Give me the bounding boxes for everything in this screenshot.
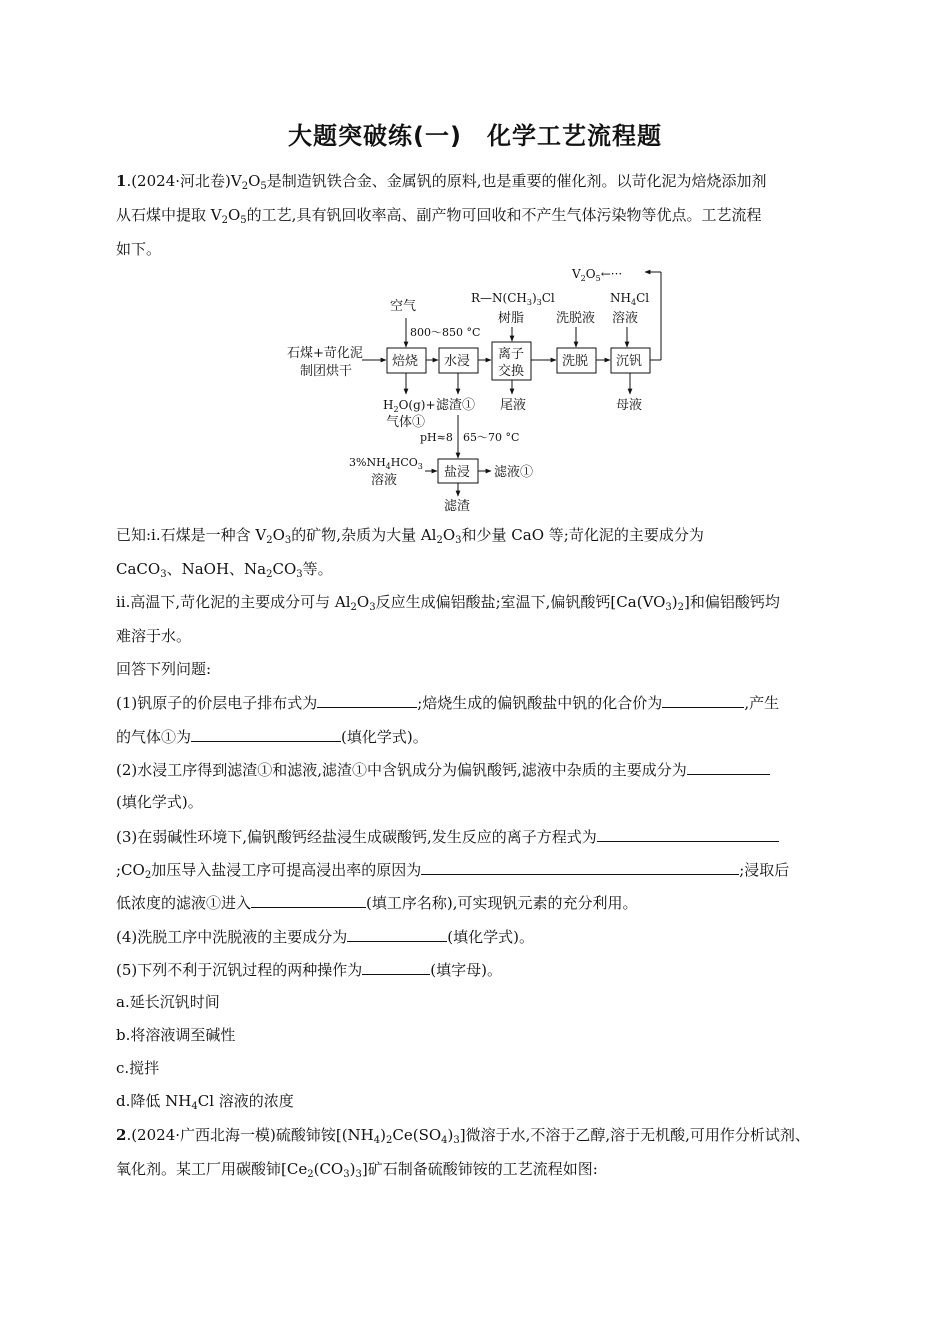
label-filtrate-1: 滤液① [494,465,534,480]
q1-text: ]和偏铝酸钙均 [684,593,780,611]
part-3-line-3 [116,892,638,913]
sub: 2 [677,602,685,613]
q1-text: CO [272,560,297,578]
known-line-3 [116,592,780,612]
q1-text: (填化学式)。 [341,728,428,746]
label-out-gas-2: 气体① [386,415,426,430]
q1-text: 加压导入盐浸工序可提高浸出率的原因为 [151,861,422,879]
answer-prompt: 回答下列问题: [116,660,212,678]
part-1-line-2 [116,726,428,747]
q1-text: ) [671,593,678,611]
answer-blank[interactable] [191,726,341,742]
q1-text: Cl 溶液的浓度 [197,1092,294,1110]
label-nh4hco3: $3\%NH_4HCO_3$ [349,456,423,471]
q2-line-2 [116,1159,598,1179]
q1-text: 从石煤中提取 V [116,206,222,224]
known-line-1 [116,525,704,545]
part-3-line-1 [116,826,779,847]
q1-text: 的矿物,杂质为大量 Al [291,526,437,544]
q2-text: .(2024·广西北海一模)硫酸铈铵[(NH [126,1126,374,1144]
label-residue: 滤渣 [444,499,471,514]
label-nh4cl: $NH_4Cl$ [610,291,650,307]
q1-text: (5)下列不利于沉钒过程的两种操作为 [116,961,363,979]
box-roast-label: 焙烧 [392,354,419,369]
answer-blank[interactable] [597,826,779,842]
label-residue-1: 滤渣① [436,398,476,413]
process-flow-diagram [270,260,690,518]
sub: 2 [350,602,357,613]
part-5 [116,959,502,980]
q1-text: 是制造钒铁合金、金属钒的原料,也是重要的催化剂。以苛化泥为焙烧添加剂 [266,172,767,190]
q1-text: 的气体①为 [116,728,192,746]
option-c: c.搅拌 [116,1059,160,1077]
q1-text: O [272,526,285,544]
label-air: 空气 [390,299,417,314]
q1-text: O [227,206,241,224]
q1-text: (填化学式)。 [447,928,534,946]
sub: 2 [266,569,273,580]
q1-line-3: 如下。 [116,240,162,258]
q2-text: ) [380,1126,386,1144]
sub: 2 [266,535,273,546]
sub: 2 [241,181,249,192]
q2-text: (CO [313,1160,344,1178]
known-line-4: 难溶于水。 [116,627,192,645]
label-mother: 母液 [616,398,643,413]
label-temp-1: 800～850 °C [410,326,481,339]
q1-number: 1 [116,172,127,190]
q1-text: (3)在弱碱性环境下,偏钒酸钙经盐浸生成碳酸钙,发生反应的离子方程式为 [116,828,597,846]
q2-text: ) [447,1126,454,1144]
sub: 3 [296,569,303,580]
sub: 4 [191,1101,198,1112]
q2-text: Ce(SO [392,1126,442,1144]
q2-text: ]矿石制备硫酸铈铵的工艺流程如图: [361,1160,598,1178]
sub: 5 [260,181,267,192]
part-3-line-2 [116,859,789,880]
sub: 3 [665,602,672,613]
q1-text: (4)洗脱工序中洗脱液的主要成分为 [116,928,348,946]
box-ion-label-2: 交换 [498,364,525,379]
sub: 3 [369,602,376,613]
q1-text: ii.高温下,苛化泥的主要成分可与 Al [116,593,351,611]
sub: 4 [373,1135,381,1146]
label-temp-2: 65～70 °C [463,431,520,444]
box-leach-label: 水浸 [444,354,471,369]
box-ion-label-1: 离子 [498,347,525,362]
q1-text: O [356,593,370,611]
q1-text: CaCO [116,560,161,578]
q2-number: 2 [116,1126,127,1144]
part-1-line-1 [116,692,779,713]
q2-text: ) [349,1160,356,1178]
q2-line-1 [116,1125,810,1145]
answer-blank[interactable] [362,959,430,975]
answer-blank[interactable] [347,926,447,942]
q2-text: 氧化剂。某工厂用碳酸铈[Ce [116,1160,308,1178]
label-nh4hco3-2: 溶液 [371,473,398,488]
label-resin: 树脂 [498,311,525,326]
sub: 5 [240,215,247,226]
q1-text: (填工序名称),可实现钒元素的充分利用。 [366,894,638,912]
label-nh4cl-solution: 溶液 [612,311,639,326]
label-out-gas: $H_2O(g)+$ [383,398,436,414]
sub: 4 [441,1135,448,1146]
answer-blank[interactable] [662,692,744,708]
box-elute-label: 洗脱 [562,354,589,369]
part-2-line-1 [116,759,770,780]
option-b: b.将溶液调至碱性 [116,1026,236,1044]
q1-text: O [442,526,456,544]
q1-text: 的工艺,具有钒回收率高、副产物可回收和不产生气体污染物等优点。工艺流程 [246,206,762,224]
sub: 2 [436,535,443,546]
q2-text: ]微溶于水,不溶于乙醇,溶于无机酸,可用作分析试剂、 [459,1126,810,1144]
part-4 [116,926,534,947]
label-feed-1: 石煤+苛化泥 [287,346,363,361]
box-salt-leach-label: 盐浸 [444,465,471,480]
answer-blank[interactable] [421,859,739,875]
q1-text: .(2024·河北卷)V [126,172,242,190]
box-precip-label: 沉钒 [616,354,643,369]
q1-text: (1)钒原子的价层电子排布式为 [116,694,318,712]
known-line-2 [116,559,333,579]
label-resin-reagent: $R—N(CH_3)_3Cl$ [471,291,555,307]
sub: 3 [455,535,462,546]
sub: 3 [343,1169,350,1180]
answer-blank[interactable] [251,892,366,908]
label-wash-liquid: 洗脱液 [556,311,596,326]
label-v2o5: $V_2O_5\leftarrow\cdot\cdot\cdot$ [572,267,623,283]
page-title: 大题突破练(一) 化学工艺流程题 [288,122,662,150]
q1-text: d.降低 NH [116,1092,192,1110]
label-ph: pH≈8 [420,431,453,444]
q1-text: 等。 [302,560,333,578]
q1-line-2 [116,205,761,225]
sub: 3 [453,1135,460,1146]
option-a: a.延长沉钒时间 [116,993,220,1011]
answer-blank[interactable] [317,692,417,708]
sub: 3 [160,569,167,580]
q1-text: O [248,172,261,190]
q1-text: ;焙烧生成的偏钒酸盐中钒的化合价为 [417,694,663,712]
sub: 2 [307,1169,314,1180]
label-tail: 尾液 [500,398,527,413]
option-d [116,1091,294,1111]
q1-line-1 [116,171,767,191]
q1-text: ;浸取后 [739,861,790,879]
q1-text: 已知:i.石煤是一种含 V [116,526,267,544]
q1-text: (填字母)。 [430,961,502,979]
q1-text: 和少量 CaO 等;苛化泥的主要成分为 [461,526,704,544]
q1-text: (2)水浸工序得到滤渣①和滤液,滤渣①中含钒成分为偏钒酸钙,滤液中杂质的主要成分为 [116,761,687,779]
q1-text: 、NaOH、Na [166,560,267,578]
answer-blank[interactable] [687,759,770,775]
q1-text: 反应生成偏铝酸盐;室温下,偏钒酸钙[Ca(VO [375,593,666,611]
q1-text: ,产生 [744,694,780,712]
sub: 3 [355,1169,362,1180]
sub: 2 [144,870,152,881]
part-2-line-2: (填化学式)。 [116,793,203,811]
sub: 2 [221,215,228,226]
sub: 3 [284,535,292,546]
q1-text: 低浓度的滤液①进入 [116,894,252,912]
label-feed-2: 制团烘干 [300,364,353,379]
q1-text: ;CO [116,861,145,879]
sub: 2 [386,1135,393,1146]
